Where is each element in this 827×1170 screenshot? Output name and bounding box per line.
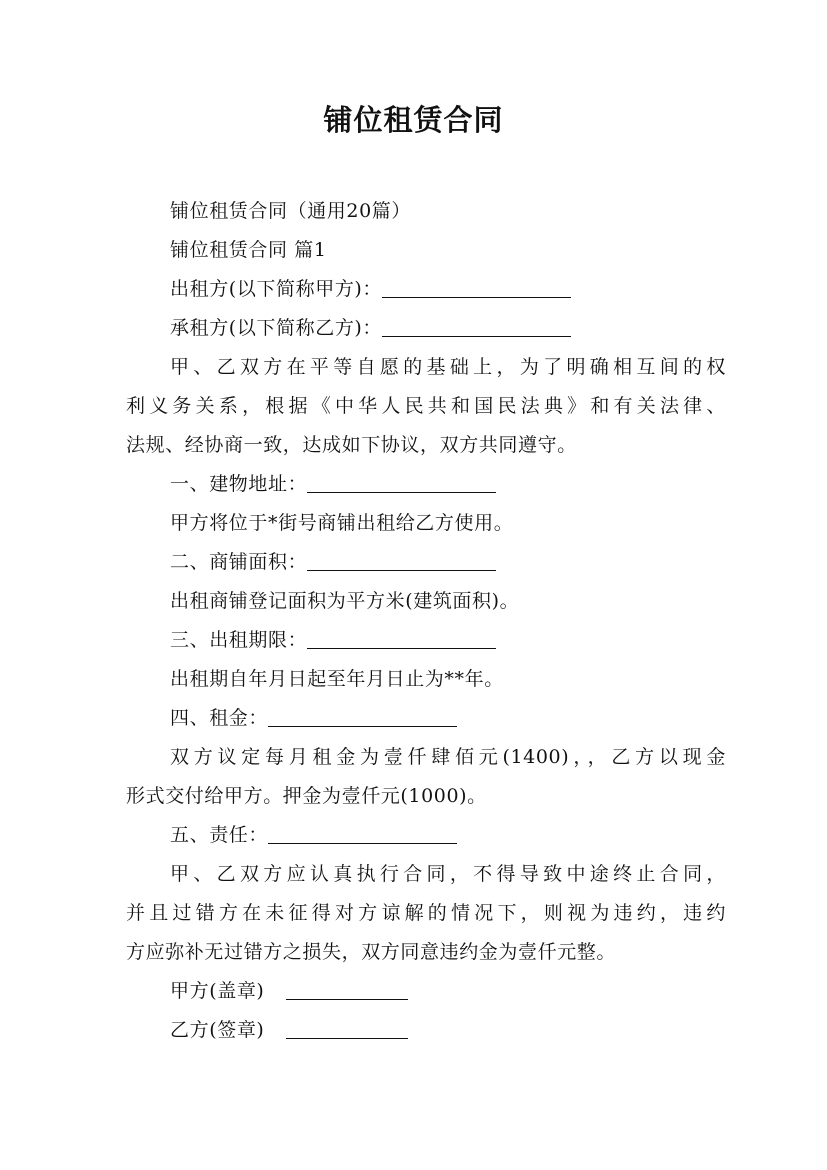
party-b-signature-label: 乙方(签章) xyxy=(170,1019,265,1041)
lessee-line xyxy=(126,309,726,348)
paragraph-line: 甲、乙双方在平等自愿的基础上，为了明确相互间的权 xyxy=(170,356,726,378)
section-heading: 铺位租赁合同 篇1 xyxy=(170,239,327,261)
subtitle-line: 铺位租赁合同（通用20篇） xyxy=(170,200,411,222)
paragraph-line: 双方议定每月租金为壹仟肆佰元(1400)，，乙方以现金 xyxy=(170,746,726,768)
document-title: 铺位租赁合同 xyxy=(323,103,504,137)
lessee-blank[interactable] xyxy=(382,314,571,337)
rent-label: 四、租金： xyxy=(170,707,269,729)
address-label: 一、建物地址： xyxy=(170,473,308,495)
address-line xyxy=(126,465,726,504)
party-b-signature-line xyxy=(126,1011,726,1050)
paragraph-line: 甲、乙双方应认真执行合同，不得导致中途终止合同， xyxy=(170,863,726,885)
document-body xyxy=(126,192,726,1050)
paragraph-line: 方应弥补无过错方之损失，双方同意违约金为壹仟元整。 xyxy=(126,941,617,963)
address-blank[interactable] xyxy=(307,470,496,493)
liability-label: 五、责任： xyxy=(170,824,269,846)
party-a-signature-label: 甲方(盖章) xyxy=(170,980,265,1002)
rent-line xyxy=(126,699,726,738)
liability-blank[interactable] xyxy=(268,821,457,844)
liability-line xyxy=(126,816,726,855)
term-label: 三、出租期限： xyxy=(170,629,308,651)
paragraph-line: 并且过错方在未征得对方谅解的情况下，则视为违约，违约 xyxy=(126,902,726,924)
area-line xyxy=(126,543,726,582)
party-a-signature-line xyxy=(126,972,726,1011)
lessor-label: 出租方(以下简称甲方)： xyxy=(170,278,383,300)
address-text: 甲方将位于*街号商铺出租给乙方使用。 xyxy=(170,512,514,534)
rent-blank[interactable] xyxy=(268,704,457,727)
term-text: 出租期自年月日起至年月日止为**年。 xyxy=(170,668,504,690)
area-text: 出租商铺登记面积为平方米(建筑面积)。 xyxy=(170,590,520,612)
lessor-line xyxy=(126,270,726,309)
party-a-signature-blank[interactable] xyxy=(286,977,408,1000)
paragraph-line: 形式交付给甲方。押金为壹仟元(1000)。 xyxy=(126,785,487,807)
lessee-label: 承租方(以下简称乙方)： xyxy=(170,317,383,339)
term-blank[interactable] xyxy=(307,626,496,649)
paragraph-line: 利义务关系，根据《中华人民共和国民法典》和有关法律、 xyxy=(126,395,726,417)
lessor-blank[interactable] xyxy=(382,275,571,298)
term-line xyxy=(126,621,726,660)
paragraph-line: 法规、经协商一致，达成如下协议，双方共同遵守。 xyxy=(126,434,577,456)
party-b-signature-blank[interactable] xyxy=(286,1016,408,1039)
area-blank[interactable] xyxy=(307,548,496,571)
area-label: 二、商铺面积： xyxy=(170,551,308,573)
